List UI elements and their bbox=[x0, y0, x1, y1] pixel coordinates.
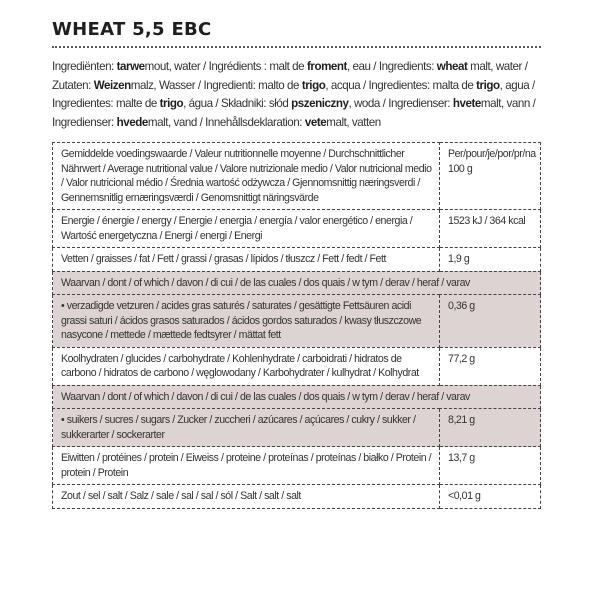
nutrient-label-cell bbox=[53, 409, 440, 447]
ingredient-text: malt, vatten bbox=[326, 115, 381, 129]
nutrient-label-cell bbox=[53, 295, 440, 348]
allergen-highlight: trigo bbox=[159, 97, 184, 110]
nutrient-value-cell bbox=[440, 295, 541, 348]
nutrient-value: 8,21 g bbox=[448, 414, 475, 426]
nutrient-value-cell bbox=[440, 409, 541, 447]
nutrient-value: <0,01 g bbox=[448, 490, 481, 502]
allergen-highlight: trigo bbox=[476, 78, 500, 92]
nutrient-value-cell bbox=[440, 485, 541, 509]
nutrient-label: Koolhydraten / glucides / carbohydrate / Kohlenhydrate / carboidrati / hidratos de carbono / hidratos de carbono / węglowodany / Karbohydrater / kulhydrat / Kolhydrat bbox=[61, 352, 419, 379]
allergen-highlight: hvete bbox=[452, 97, 481, 110]
nutrient-label-cell bbox=[53, 485, 440, 509]
nutrient-value: 1523 kJ / 364 kcal bbox=[448, 215, 526, 227]
nutrient-label: Vetten / graisses / fat / Fett / grassi / grasas / lípidos / tłuszcz / Fett / fedt / Fett bbox=[61, 253, 386, 265]
nutrient-value: 77,2 g bbox=[448, 352, 475, 365]
allergen-highlight: trigo bbox=[301, 78, 326, 92]
nutrient-label-cell bbox=[53, 271, 541, 295]
nutrient-label: Eiwitten / protéines / protein / Eiweiss / proteine / proteínas / proteínas / białko / Protein / protein / Protein bbox=[61, 452, 432, 479]
nutrient-value-cell bbox=[440, 143, 541, 210]
ingredients-paragraph bbox=[52, 58, 541, 132]
nutrient-label: Gemiddelde voedingswaarde / Valeur nutritionnelle moyenne / Durchschnittlicher Nährwert / Average nutritional value / Valore nutrizionale medio / Valor nutricional medio / Valor nutricional médio / Średnia wartość odżywcza / Gjennomsnittig næringsverdi / Gennemsnitlig ernæringsværdi / Genomsnittigt näringsvärde bbox=[61, 148, 432, 204]
table-row bbox=[53, 210, 541, 248]
table-row bbox=[53, 347, 541, 385]
table-row bbox=[53, 447, 541, 485]
nutrient-label-cell bbox=[53, 447, 440, 485]
nutrient-label-cell bbox=[53, 347, 440, 385]
ingredient-text: , eau / Ingredients: bbox=[346, 60, 437, 73]
nutrient-value-cell bbox=[440, 447, 541, 485]
allergen-highlight: tarwe bbox=[116, 60, 145, 73]
table-row bbox=[53, 143, 541, 210]
ingredient-text: malt, water / Zutaten: bbox=[52, 60, 528, 92]
nutrient-value: 1,9 g bbox=[448, 253, 470, 265]
nutrient-label-cell bbox=[53, 210, 440, 248]
allergen-highlight: vete bbox=[304, 115, 327, 129]
nutrient-value-cell bbox=[440, 248, 541, 272]
nutrient-value: 13,7 g bbox=[448, 452, 475, 464]
bullet-icon: • bbox=[61, 300, 67, 312]
ingredient-text: malz, Wasser / Ingredienti: malto de bbox=[130, 78, 302, 92]
nutrient-label: Zout / sel / salt / Salz / sale / sal / sal / sól / Salt / salt / salt bbox=[61, 490, 301, 502]
table-row bbox=[53, 409, 541, 447]
table-row bbox=[53, 295, 541, 348]
allergen-highlight: froment bbox=[306, 60, 347, 73]
nutrient-value-cell bbox=[440, 210, 541, 248]
ingredient-text: , água / Składniki: słód bbox=[183, 97, 292, 110]
nutrient-value-cell bbox=[440, 347, 541, 385]
allergen-highlight: hvede bbox=[116, 115, 148, 129]
ingredient-text: malt, vand / Innehållsdeklaration: bbox=[147, 115, 305, 129]
nutrition-label bbox=[52, 16, 541, 132]
ingredient-text: mout, water / Ingrédients : malt de bbox=[144, 60, 307, 73]
nutrient-label-cell bbox=[53, 248, 440, 272]
nutrient-value: 0,36 g bbox=[448, 300, 475, 312]
title-divider bbox=[52, 46, 541, 48]
ingredient-text: , woda / Ingredienser: bbox=[348, 97, 453, 110]
ingredient-text: malt, vann / Ingredienser: bbox=[52, 97, 536, 129]
table-subheader-row bbox=[53, 271, 541, 295]
ingredient-text: , acqua / Ingredientes: malta de bbox=[325, 78, 477, 92]
table-row bbox=[53, 485, 541, 509]
nutrient-label: Energie / énergie / energy / Energie / energia / energía / valor energético / energia / Wartość energetyczna / Energi / energi / Energi bbox=[61, 215, 413, 242]
nutrient-label: verzadigde vetzuren / acides gras saturés / saturates / gesättigte Fettsäuren acidi grassi saturi / ácidos grasos saturados / ácidos gordos saturados / kwasy tłuszczowe nasycone / mettede / mættede fedtsyrer / mättat fett bbox=[61, 300, 422, 341]
allergen-highlight: wheat bbox=[436, 60, 468, 73]
nutrition-table bbox=[52, 142, 541, 509]
bullet-icon: • bbox=[61, 414, 67, 426]
ingredient-text: , agua / Ingredientes: malte de bbox=[52, 78, 535, 110]
allergen-highlight: pszeniczny bbox=[291, 97, 349, 110]
product-title: WHEAT 5,5 EBC bbox=[52, 19, 212, 40]
nutrient-label: suikers / sucres / sugars / Zucker / zuccheri / azúcares / açúcares / cukry / sukker / sukkerarter / sockerarter bbox=[61, 414, 416, 441]
table-subheader-row bbox=[53, 385, 541, 409]
ingredient-text: Ingrediënten: bbox=[52, 60, 117, 73]
table-row bbox=[53, 248, 541, 272]
allergen-highlight: Weizen bbox=[93, 78, 131, 92]
nutrient-label: Waarvan / dont / of which / davon / di cui / de las cuales / dos quais / w tym / derav / heraf / varav bbox=[61, 390, 470, 403]
nutrient-value: Per/pour/je/por/pr/na 100 g bbox=[448, 148, 536, 175]
nutrient-label-cell bbox=[53, 143, 440, 210]
nutrient-label: Waarvan / dont / of which / davon / di cui / de las cuales / dos quais / w tym / derav / heraf / varav bbox=[61, 276, 470, 289]
nutrient-label-cell bbox=[53, 385, 541, 409]
